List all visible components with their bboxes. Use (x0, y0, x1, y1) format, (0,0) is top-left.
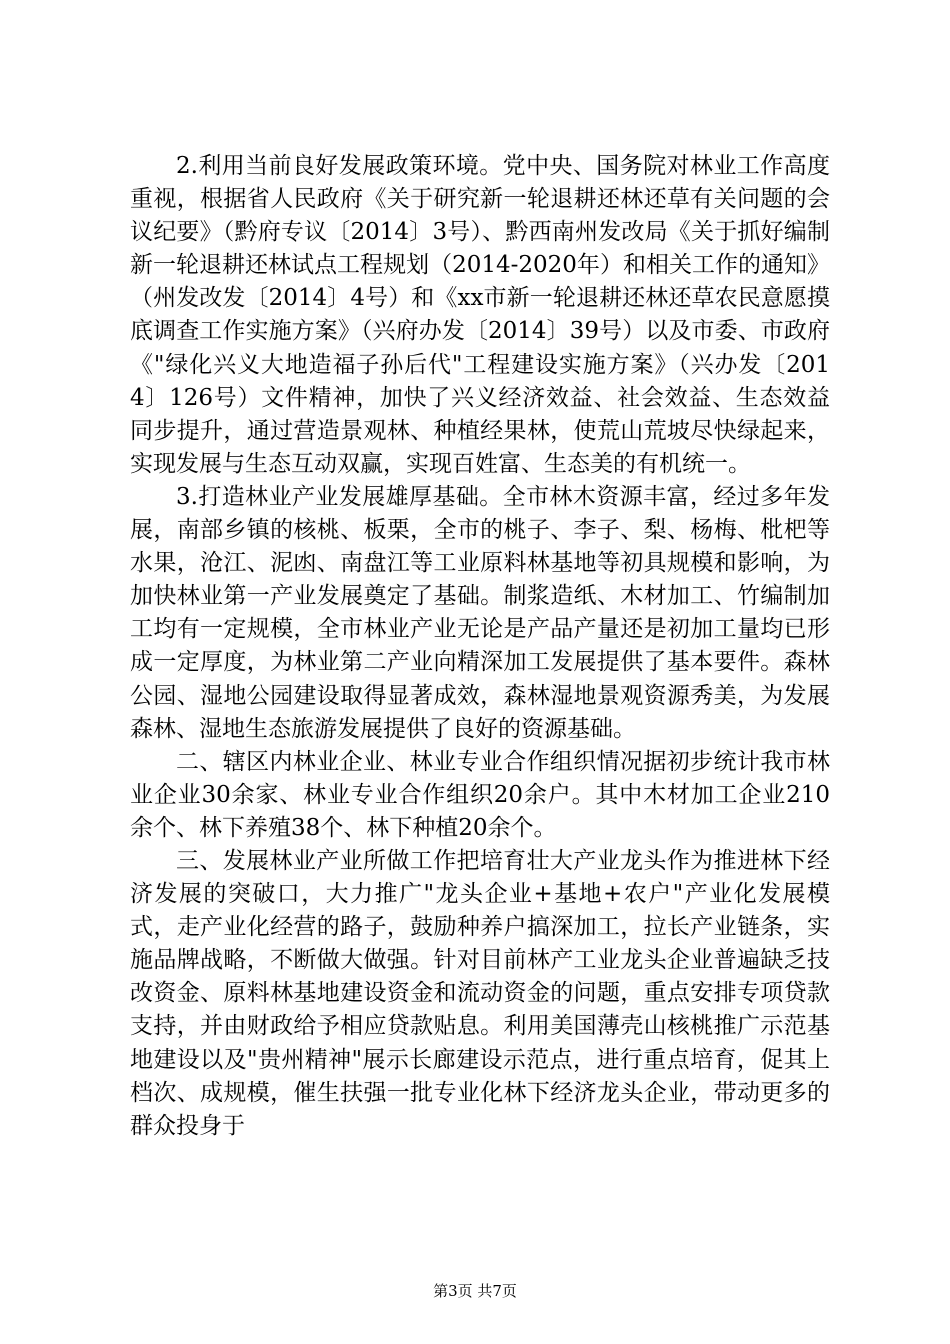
document-body (130, 150, 830, 1143)
paragraph-industry-work: 三、发展林业产业所做工作把培育壮大产业龙头作为推进林下经济发展的突破口，大力推广"龙头企业+基地+农户"产业化发展模式，走产业化经营的路子，鼓励种养户搞深加工，拉长产业链条，实施品牌战略，不断做大做强。针对目前林产工业龙头企业普遍缺乏技改资金、原料林基地建设资金和流动资金的问题，重点安排专项贷款支持，并由财政给予相应贷款贴息。利用美国薄壳山核桃推广示范基地建设以及"贵州精神"展示长廊建设示范点，进行重点培育，促其上档次、成规模，催生扶强一批专业化林下经济龙头企业，带动更多的群众投身于 (130, 847, 830, 1139)
paragraph-policy-environment: 2.利用当前良好发展政策环境。党中央、国务院对林业工作高度重视，根据省人民政府《关于研究新一轮退耕还林还草有关问题的会议纪要》（黔府专议〔2014〕3号）、黔西南州发改局《关于抓好编制新一轮退耕还林试点工程规划（2014-2020年）和相关工作的通知》（州发改发〔2014〕4号）和《xx市新一轮退耕还林还草农民意愿摸底调查工作实施方案》（兴府办发〔2014〕39号）以及市委、市政府《"绿化兴义大地造福子孙后代"工程建设实施方案》（兴办发〔2014〕126号）文件精神，加快了兴义经济效益、社会效益、生态效益同步提升，通过营造景观林、种植经果林，使荒山荒坡尽快绿起来，实现发展与生态互动双赢，实现百姓富、生态美的有机统一。 (130, 153, 830, 477)
paragraph-industry-foundation: 3.打造林业产业发展雄厚基础。全市林木资源丰富，经过多年发展，南部乡镇的核桃、板栗，全市的桃子、李子、梨、杨梅、枇杷等水果，沧江、泥凼、南盘江等工业原料林基地等初具规模和影响，为加快林业第一产业发展奠定了基础。制浆造纸、木材加工、竹编制加工均有一定规模，全市林业产业无论是产品产量还是初加工量均已形成一定厚度，为林业第二产业向精深加工发展提供了基本要件。森林公园、湿地公园建设取得显著成效，森林湿地景观资源秀美，为发展森林、湿地生态旅游发展提供了良好的资源基础。 (130, 483, 830, 742)
page-number-footer: 第3页 共7页 (433, 1282, 517, 1300)
paragraph-forestry-enterprises: 二、辖区内林业企业、林业专业合作组织情况据初步统计我市林业企业30余家、林业专业合作组织20余户。其中木材加工企业210余个、林下养殖38个、林下种植20余个。 (130, 748, 830, 841)
